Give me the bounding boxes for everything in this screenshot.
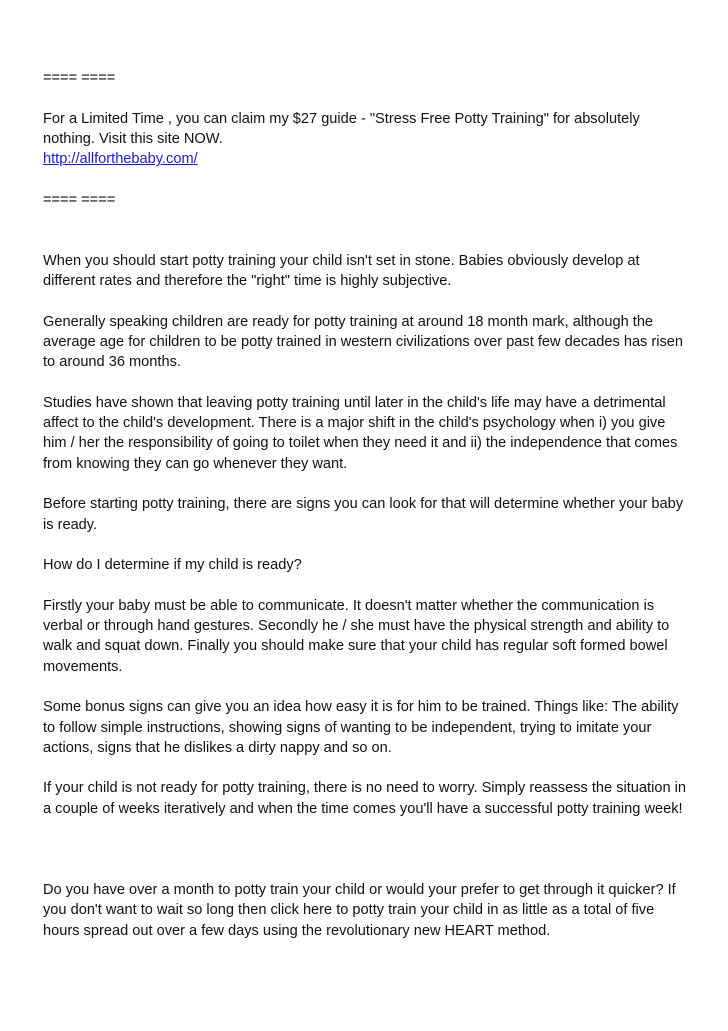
paragraph-signs-intro: Before starting potty training, there are signs you can look for that will determine whether your baby is ready. [43,496,684,533]
promo-text: For a Limited Time , you can claim my $27 guide - "Stress Free Potty Training" for absolutely nothing. Visit this site NOW. [43,110,640,147]
promo-link[interactable]: http://allforthebaby.com/ [43,151,198,168]
separator-top: ==== ==== [43,70,116,86]
paragraph-question: How do I determine if my child is ready? [43,557,302,574]
paragraph-requirements: Firstly your baby must be able to communicate. It doesn't matter whether the communication is verbal or through hand gestures. Secondly he / she must have the physical strength and ability to walk and squat down. Finally you should make sure that your child has regular soft formed bowel movements. [43,597,670,675]
document-page [43,68,691,941]
separator-bottom: ==== ==== [43,191,116,208]
paragraph-not-ready: If your child is not ready for potty training, there is no need to worry. Simply reassess the situation in a couple of weeks iteratively and when the time comes you'll have a successful potty training week! [43,780,686,817]
promo-block [43,109,691,170]
paragraph-closing: Do you have over a month to potty train your child or would your prefer to get through it quicker? If you don't want to wait so long then click here to potty train your child in as little as a total of five hours spread out over a few days using the revolutionary new HEART method. [43,881,676,939]
paragraph-studies: Studies have shown that leaving potty training until later in the child's life may have a detrimental affect to the child's development. There is a major shift in the child's psychology when i) you give him / her the responsibility of going to toilet when they need it and ii) the independence that comes from knowing they can go whenever they want. [43,394,678,472]
paragraph-bonus-signs: Some bonus signs can give you an idea how easy it is for him to be trained. Things like: The ability to follow simple instructions, showing signs of wanting to be independent, trying to imitate your actions, signs that he dislikes a dirty nappy and so on. [43,699,679,756]
paragraph-ready-age: Generally speaking children are ready for potty training at around 18 month mark, although the average age for children to be potty trained in western civilizations over past few decades has risen to around 36 months. [43,313,684,371]
paragraph-start-time: When you should start potty training your child isn't set in stone. Babies obviously develop at different rates and therefore the "right" time is highly subjective. [43,252,640,289]
